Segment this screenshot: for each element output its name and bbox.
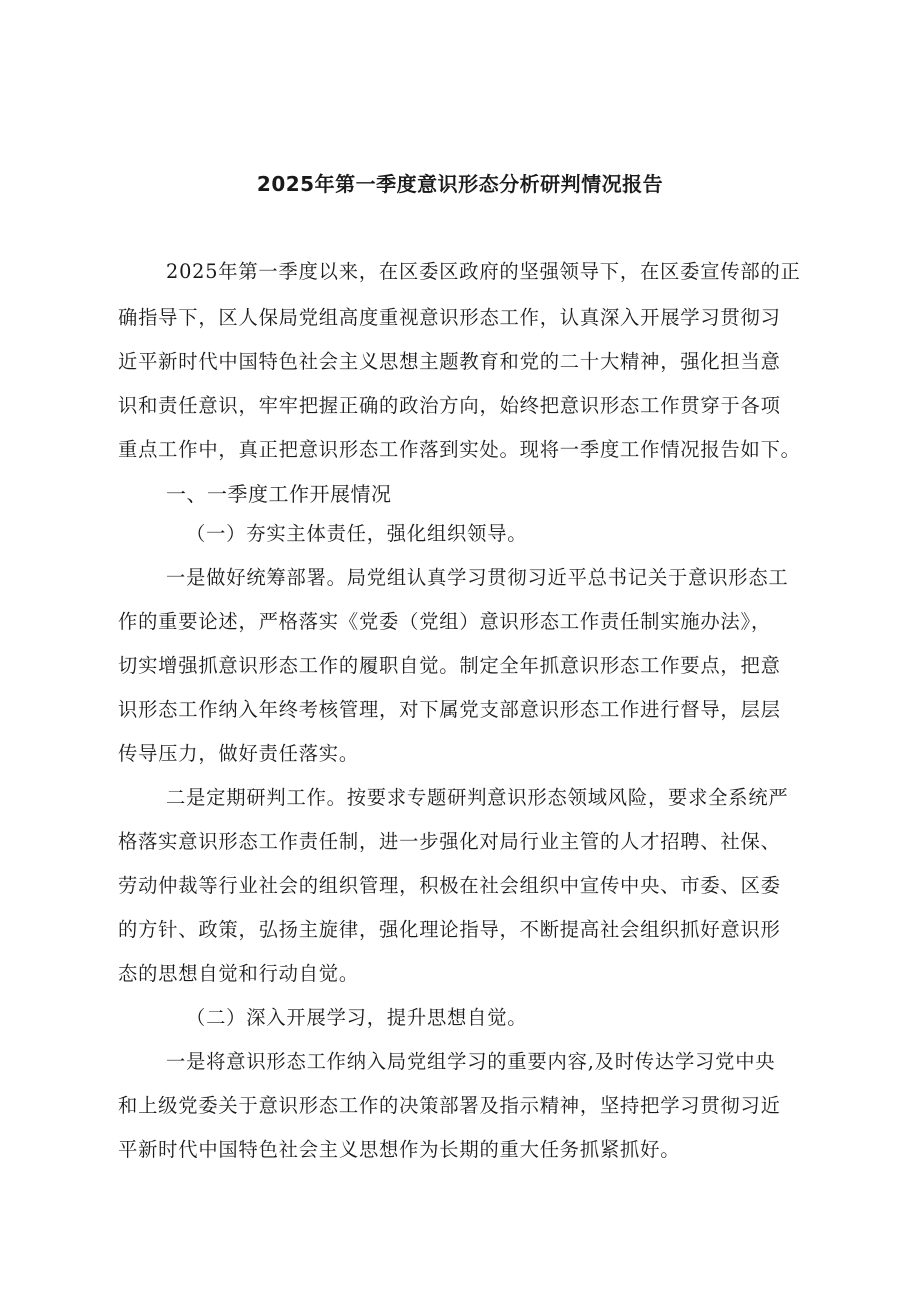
intro-line-5: 重点工作中，真正把意识形态工作落到实处。现将一季度工作情况报告如下。 — [118, 438, 801, 461]
document-title: 2025年第一季度意识形态分析研判情况报告 — [256, 172, 664, 196]
para3-line-1: 一是将意识形态工作纳入局党组学习的重要内容,及时传达学习党中央 — [166, 1050, 776, 1073]
para2-line-3: 劳动仲裁等行业社会的组织管理，积极在社会组织中宣传中央、市委、区委 — [118, 874, 781, 897]
para3-line-2: 和上级党委关于意识形态工作的决策部署及指示精神，坚持把学习贯彻习近 — [118, 1094, 781, 1117]
para2-line-4: 的方针、政策，弘扬主旋律，强化理论指导，不断提高社会组织抓好意识形 — [118, 918, 781, 941]
subsection-heading-2: （二）深入开展学习，提升思想自觉。 — [186, 1006, 528, 1029]
intro-line-4: 识和责任意识，牢牢把握正确的政治方向，始终把意识形态工作贯穿于各项 — [118, 394, 781, 417]
para1-line-3: 切实增强抓意识形态工作的履职自觉。制定全年抓意识形态工作要点，把意 — [118, 654, 781, 677]
para1-line-5: 传导压力，做好责任落实。 — [118, 742, 359, 765]
para2-line-1: 二是定期研判工作。按要求专题研判意识形态领域风险，要求全系统严 — [166, 786, 789, 809]
para1-line-1: 一是做好统筹部署。局党组认真学习贯彻习近平总书记关于意识形态工 — [166, 566, 789, 589]
intro-line-2: 确指导下，区人保局党组高度重视意识形态工作，认真深入开展学习贯彻习 — [118, 306, 781, 329]
intro-line-1: 2025年第一季度以来，在区委区政府的坚强领导下，在区委宣传部的正 — [166, 260, 801, 283]
para2-line-5: 态的思想自觉和行动自觉。 — [118, 962, 359, 985]
section-heading-1: 一、一季度工作开展情况 — [166, 482, 392, 506]
subsection-heading-1: （一）夯实主体责任，强化组织领导。 — [186, 522, 528, 545]
para1-line-4: 识形态工作纳入年终考核管理，对下属党支部意识形态工作进行督导，层层 — [118, 698, 781, 721]
para1-line-2: 作的重要论述，严格落实《党委（党组）意识形态工作责任制实施办法》， — [118, 610, 772, 633]
intro-line-3: 近平新时代中国特色社会主义思想主题教育和党的二十大精神，强化担当意 — [118, 350, 781, 373]
para3-line-3: 平新时代中国特色社会主义思想作为长期的重大任务抓紧抓好。 — [118, 1138, 681, 1161]
para2-line-2: 格落实意识形态工作责任制，进一步强化对局行业主管的人才招聘、社保、 — [118, 830, 781, 853]
